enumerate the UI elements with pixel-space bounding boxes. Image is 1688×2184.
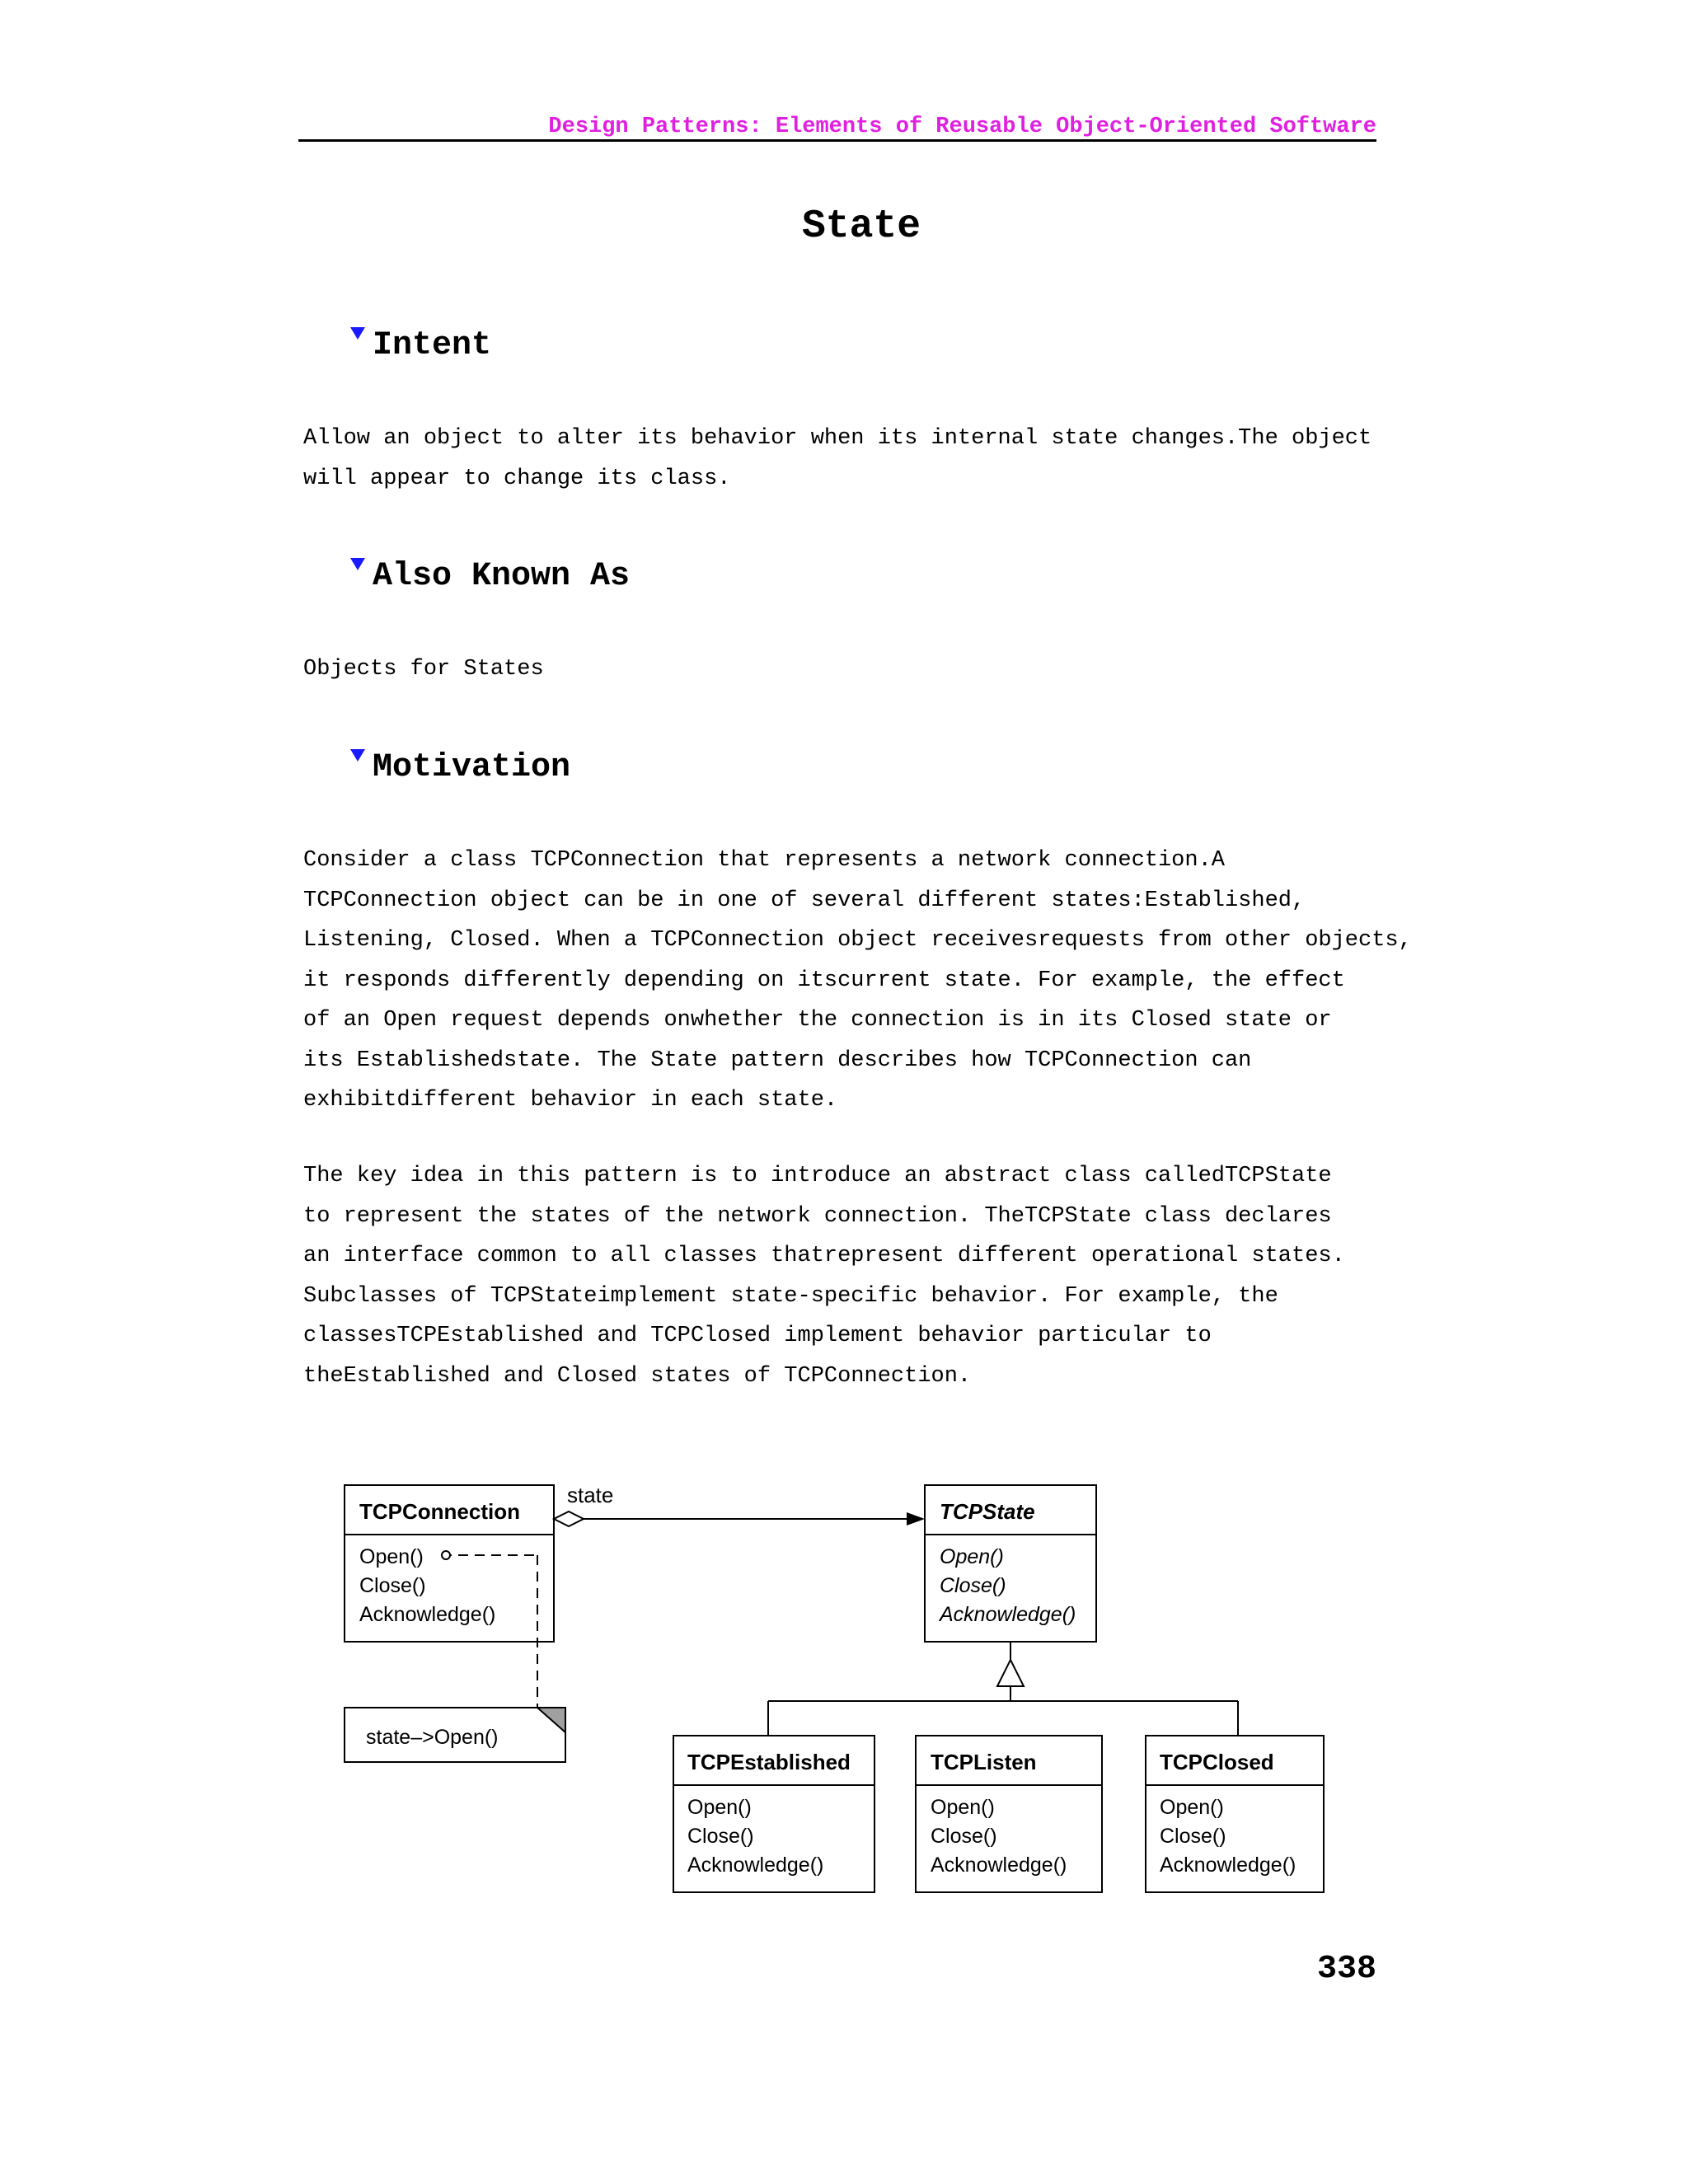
generalization-triangle-icon xyxy=(997,1660,1024,1686)
class-name-tcpconnection: TCPConnection xyxy=(359,1499,520,1524)
aka-paragraph xyxy=(303,649,1391,690)
text-line: of an Open request depends onwhether the connection is in its Closed state or xyxy=(303,1008,1332,1033)
text-line: will appear to change its class. xyxy=(303,466,731,491)
association-label: state xyxy=(567,1483,614,1507)
page-title: State xyxy=(801,204,921,249)
section-heading-aka-text: Also Known As xyxy=(373,558,631,595)
class-name-tcpstate: TCPState xyxy=(940,1499,1035,1524)
motivation-paragraph-2 xyxy=(303,1156,1391,1396)
text-line: Subclasses of TCPStateimplement state-specific behavior. For example, the xyxy=(303,1283,1278,1309)
section-heading-aka xyxy=(349,552,630,602)
page-number: 338 xyxy=(1316,1951,1376,1988)
operation-open: Open() xyxy=(931,1796,995,1819)
operation-close: Close() xyxy=(931,1825,997,1848)
text-line: classesTCPEstablished and TCPClosed implement behavior particular to xyxy=(303,1324,1212,1348)
text-line: exhibitdifferent behavior in each state. xyxy=(303,1088,838,1113)
text-line: Listening, Closed. When a TCPConnection object receivesrequests from other objects, xyxy=(303,928,1412,953)
operation-acknowledge: Acknowledge() xyxy=(931,1854,1067,1877)
section-heading-motivation xyxy=(349,743,570,793)
text-line: Objects for States xyxy=(303,657,544,682)
operation-open: Open() xyxy=(940,1545,1004,1568)
operation-acknowledge: Acknowledge() xyxy=(359,1603,496,1626)
operation-acknowledge: Acknowledge() xyxy=(687,1854,824,1877)
text-line: theEstablished and Closed states of TCPConnection. xyxy=(303,1363,972,1389)
section-heading-motivation-text: Motivation xyxy=(373,749,571,786)
operation-open: Open() xyxy=(1160,1796,1224,1819)
motivation-paragraph-1 xyxy=(303,841,1412,1121)
blue-triangle-down-icon xyxy=(349,557,366,572)
section-heading-intent xyxy=(349,321,491,371)
note-text: state–>Open() xyxy=(366,1726,499,1749)
text-line: an interface common to all classes thatrepresent different operational states. xyxy=(303,1244,1345,1268)
section-heading-intent-text: Intent xyxy=(373,327,492,364)
operation-open: Open() xyxy=(687,1796,752,1819)
operation-close: Close() xyxy=(940,1574,1006,1597)
arrowhead-icon xyxy=(907,1512,925,1526)
text-line: Consider a class TCPConnection that represents a network connection.A xyxy=(303,848,1225,873)
operation-close: Close() xyxy=(687,1825,754,1848)
operation-close: Close() xyxy=(359,1574,426,1597)
operation-open: Open() xyxy=(359,1545,424,1568)
text-line: it responds differently depending on itscurrent state. For example, the effect xyxy=(303,968,1345,993)
text-line: Allow an object to alter its behavior when its internal state changes.The object xyxy=(303,426,1372,451)
text-line: to represent the states of the network connection. TheTCPState class declares xyxy=(303,1203,1332,1229)
note-fold-icon xyxy=(537,1708,565,1732)
blue-triangle-down-icon xyxy=(349,326,366,341)
state-pattern-class-diagram xyxy=(0,1467,1688,1929)
note-anchor-circle-icon xyxy=(442,1551,450,1559)
running-head: Design Patterns: Elements of Reusable Object-Oriented Software xyxy=(548,115,1376,139)
blue-triangle-down-icon xyxy=(349,748,366,763)
intent-paragraph xyxy=(303,419,1391,499)
class-name-tcpclosed: TCPClosed xyxy=(1160,1750,1274,1774)
operation-acknowledge: Acknowledge() xyxy=(940,1603,1076,1626)
text-line: TCPConnection object can be in one of several different states:Established, xyxy=(303,888,1306,913)
class-name-tcplisten: TCPListen xyxy=(931,1750,1037,1774)
operation-acknowledge: Acknowledge() xyxy=(1160,1854,1296,1877)
operation-close: Close() xyxy=(1160,1825,1226,1848)
header-rule xyxy=(298,139,1376,142)
aggregation-diamond-icon xyxy=(554,1511,584,1526)
text-line: its Establishedstate. The State pattern describes how TCPConnection can xyxy=(303,1047,1252,1073)
text-line: The key idea in this pattern is to introduce an abstract class calledTCPState xyxy=(303,1164,1332,1188)
class-name-tcpestablished: TCPEstablished xyxy=(687,1750,851,1774)
